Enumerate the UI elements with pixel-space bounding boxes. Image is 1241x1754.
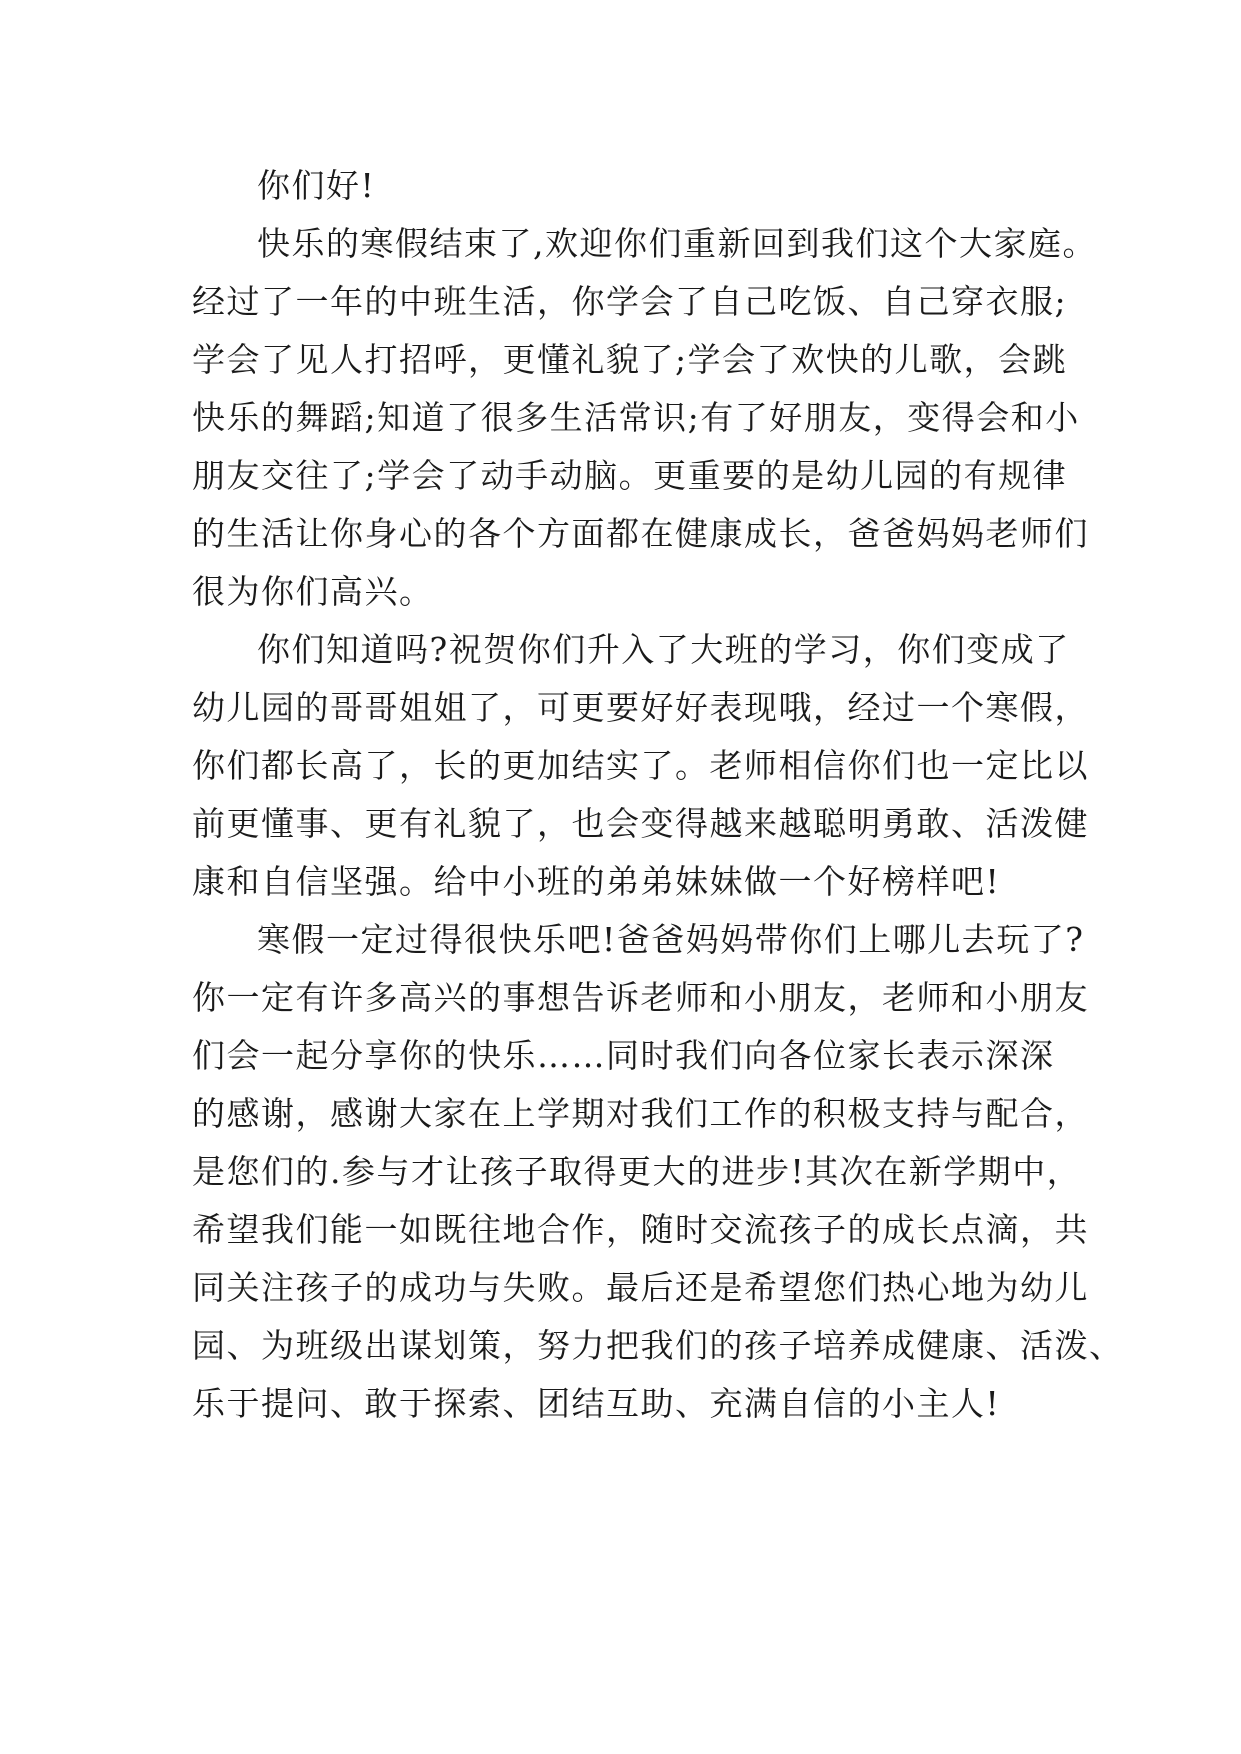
text-line: 你们好! [257,166,376,205]
text-line: 希望我们能一如既往地合作，随时交流孩子的成长点滴，共 [192,1210,1089,1249]
text-line: 康和自信坚强。给中小班的弟弟妹妹做一个好榜样吧! [192,862,1001,901]
text-line: 快乐的舞蹈;知道了很多生活常识;有了好朋友，变得会和小 [192,398,1080,437]
text-line: 朋友交往了;学会了动手动脑。更重要的是幼儿园的有规律 [192,456,1068,495]
text-line: 们会一起分享你的快乐……同时我们向各位家长表示深深 [192,1036,1055,1075]
text-line: 你一定有许多高兴的事想告诉老师和小朋友，老师和小朋友 [192,978,1089,1017]
text-line: 经过了一年的中班生活，你学会了自己吃饭、自己穿衣服; [192,282,1068,321]
text-line: 的感谢，感谢大家在上学期对我们工作的积极支持与配合， [192,1094,1089,1133]
text-line: 你们知道吗?祝贺你们升入了大班的学习，你们变成了 [257,630,1070,669]
text-line: 同关注孩子的成功与失败。最后还是希望您们热心地为幼儿 [192,1268,1089,1307]
text-line: 乐于提问、敢于探索、团结互助、充满自信的小主人! [192,1384,1001,1423]
text-line: 快乐的寒假结束了,欢迎你们重新回到我们这个大家庭。 [257,224,1097,263]
text-line: 前更懂事、更有礼貌了，也会变得越来越聪明勇敢、活泼健 [192,804,1089,843]
text-line: 是您们的.参与才让孩子取得更大的进步!其次在新学期中， [192,1152,1082,1191]
text-line: 学会了见人打招呼，更懂礼貌了;学会了欢快的儿歌，会跳 [192,340,1068,379]
text-line: 很为你们高兴。 [192,572,434,611]
text-line: 的生活让你身心的各个方面都在健康成长，爸爸妈妈老师们 [192,514,1089,553]
text-line: 园、为班级出谋划策，努力把我们的孩子培养成健康、活泼、 [192,1326,1124,1365]
text-line: 你们都长高了，长的更加结实了。老师相信你们也一定比以 [192,746,1089,785]
text-line: 幼儿园的哥哥姐姐了，可更要好好表现哦，经过一个寒假， [192,688,1089,727]
text-line: 寒假一定过得很快乐吧!爸爸妈妈带你们上哪儿去玩了? [257,920,1085,959]
